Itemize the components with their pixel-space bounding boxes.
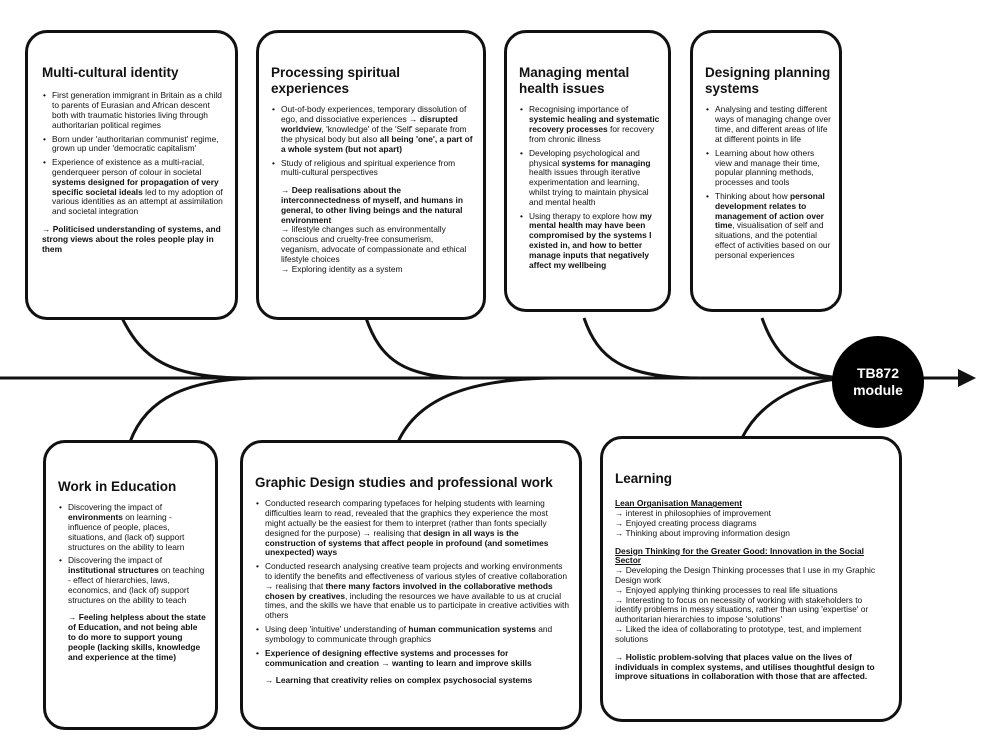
card-conclusion: → Feeling helpless about the state of Education, and not being able to do more to support young people (lacking skills, knowledge and experience at the time) xyxy=(68,612,206,662)
bullet-item: • Experience of existence as a multi-racial, genderqueer person of colour in societal systems designed for propagation of very specific societal ideals led to my adoption of various identities as an attempt at assimilation and societal integration xyxy=(52,158,225,217)
card-conclusion: → Politicised understanding of systems, and strong views about the roles people play in them xyxy=(42,224,221,254)
card-extra-line: → Exploring identity as a system xyxy=(281,263,403,274)
section-heading-design-thinking: Design Thinking for the Greater Good: Innovation in the Social Sector xyxy=(615,545,864,566)
card-work-in-education xyxy=(43,440,218,730)
card-title: Learning xyxy=(615,471,673,486)
tb872-module-hub xyxy=(832,336,924,428)
hub-line-2: module xyxy=(853,382,903,398)
section-line: → Thinking about improving information design xyxy=(615,527,790,538)
bullet-item: • Analysing and testing different ways of managing change over time, and different areas of life at different points in life xyxy=(715,105,831,144)
rib-multicultural xyxy=(122,318,248,378)
card-learning xyxy=(600,436,902,722)
bullet-item: • Conducted research analysing creative team projects and working environments to identify the benefits and effectiveness of various styles of creative collaboration → realising that there many factors involved in the collaborative methods chosen by creatives, including the resources we have available to us at crucial times, and the skills we have that enable us to participate in creative activities with others xyxy=(265,562,569,621)
card-bullet-list xyxy=(42,91,225,217)
card-title: Processing spiritual experiences xyxy=(271,65,401,97)
bullet-item: • Recognising importance of systemic healing and systematic recovery processes for recovery from chronic illness xyxy=(529,105,660,144)
arrow-head xyxy=(958,369,976,387)
section-line: → Developing the Design Thinking processes that I use in my Graphic Design work xyxy=(615,565,876,585)
card-title: Managing mental health issues xyxy=(519,65,630,97)
bullet-item: • Experience of designing effective systems and processes for communication and creation → wanting to learn and improve skills xyxy=(265,649,569,669)
card-extra-line: → lifestyle changes such as environmentally conscious and cruelty-free consumerism, veganism, advocate of compassionate and ethical lifestyle choices xyxy=(281,224,467,264)
card-multicultural-identity xyxy=(25,30,238,320)
bullet-item: • Learning about how others view and manage their time, popular planning methods, processes and tools xyxy=(715,149,831,188)
bullet-item: • Thinking about how personal development relates to management of action over time, visualisation of self and situations, and the potential effect of activities based on our personal experiences xyxy=(715,192,831,261)
section-line: → Enjoyed creating process diagrams xyxy=(615,517,757,528)
rib-graphic-design xyxy=(398,378,560,442)
rib-spiritual xyxy=(366,318,470,378)
card-graphic-design-studies xyxy=(240,440,582,730)
section-heading-lean: Lean Organisation Management xyxy=(615,498,743,509)
section-line: → Enjoyed applying thinking processes to real life situations xyxy=(615,584,838,595)
card-title: Graphic Design studies and professional work xyxy=(255,475,553,490)
card-conclusion: → Holistic problem-solving that places value on the lives of individuals in complex systems, and utilises thoughtful design to improve situations in collaboration with those that are affected. xyxy=(615,651,875,682)
card-bullet-list xyxy=(58,503,207,605)
card-bullet-list xyxy=(705,105,831,260)
card-title: Work in Education xyxy=(58,479,177,494)
rib-education xyxy=(130,378,265,442)
card-conclusion: → Learning that creativity relies on complex psychosocial systems xyxy=(265,675,533,686)
section-line: → Interesting to focus on necessity of working with stakeholders to identify problems in messy situations, rather than using 'expertise' or authoritarian hierarchies to impose 'solutions' xyxy=(615,594,869,625)
bullet-item: • Discovering the impact of environments on learning - influence of people, places, situations, and (lack of) support structures on the ability to learn xyxy=(68,503,207,552)
rib-mental-health xyxy=(584,318,700,378)
card-conclusion: → Deep realisations about the interconnectedness of myself, and humans in general, to other living beings and the natural environment xyxy=(281,185,463,225)
card-title: Multi-cultural identity xyxy=(42,65,179,80)
bullet-item: • Discovering the impact of institutional structures on teaching - effect of hierarchies, laws, economics, and (lack of) support structures on the ability to teach xyxy=(68,556,207,605)
card-bullet-list xyxy=(255,499,569,668)
bullet-item: • Conducted research comparing typefaces for helping students with learning difficulties learn to read, revealed that the graphics they experience the most might actually be the easiest for them to interpret (rather than fonts specially designed for the purpose) → realising that design in all ways is the construction of systems that affect people in profound (and sometimes unexpected) ways xyxy=(265,499,569,558)
bullet-item: • Born under 'authoritarian communist' regime, grown up under 'democratic capitalism' xyxy=(52,135,225,155)
card-title: Designing planning systems xyxy=(705,65,831,97)
bullet-item: • Out-of-body experiences, temporary dissolution of ego, and dissociative experiences → disrupted worldview, 'knowledge' of the 'Self' separate from the physical body but also all being 'one', a part of a whole system (but not apart) xyxy=(281,105,473,154)
bullet-item: • Developing psychological and physical systems for managing health issues through iterative experimentation and learning, whilst trying to maintain physical and mental health xyxy=(529,149,660,208)
bullet-item: • Study of religious and spiritual experience from multi-cultural perspectives xyxy=(281,159,473,179)
card-designing-planning-systems xyxy=(690,30,842,312)
section-line: → interest in philosophies of improvement xyxy=(615,508,771,519)
hub-line-1: TB872 xyxy=(856,365,900,382)
section-line: → Liked the idea of collaborating to prototype, test, and implement solutions xyxy=(615,624,862,644)
bullet-item: • First generation immigrant in Britain as a child to parents of Eurasian and African descent both with traumatic histories living through authoritarian political regimes xyxy=(52,91,225,130)
bullet-item: • Using therapy to explore how my mental health may have been compromised by the systems I existed in, and how to better manage inputs that negatively affect my wellbeing xyxy=(529,212,660,271)
card-processing-spiritual-experiences xyxy=(256,30,486,320)
card-managing-mental-health xyxy=(504,30,671,312)
bullet-item: • Using deep 'intuitive' understanding of human communication systems and symbology to communicate through graphics xyxy=(265,625,569,645)
card-bullet-list xyxy=(519,105,660,270)
card-bullet-list xyxy=(271,105,473,178)
